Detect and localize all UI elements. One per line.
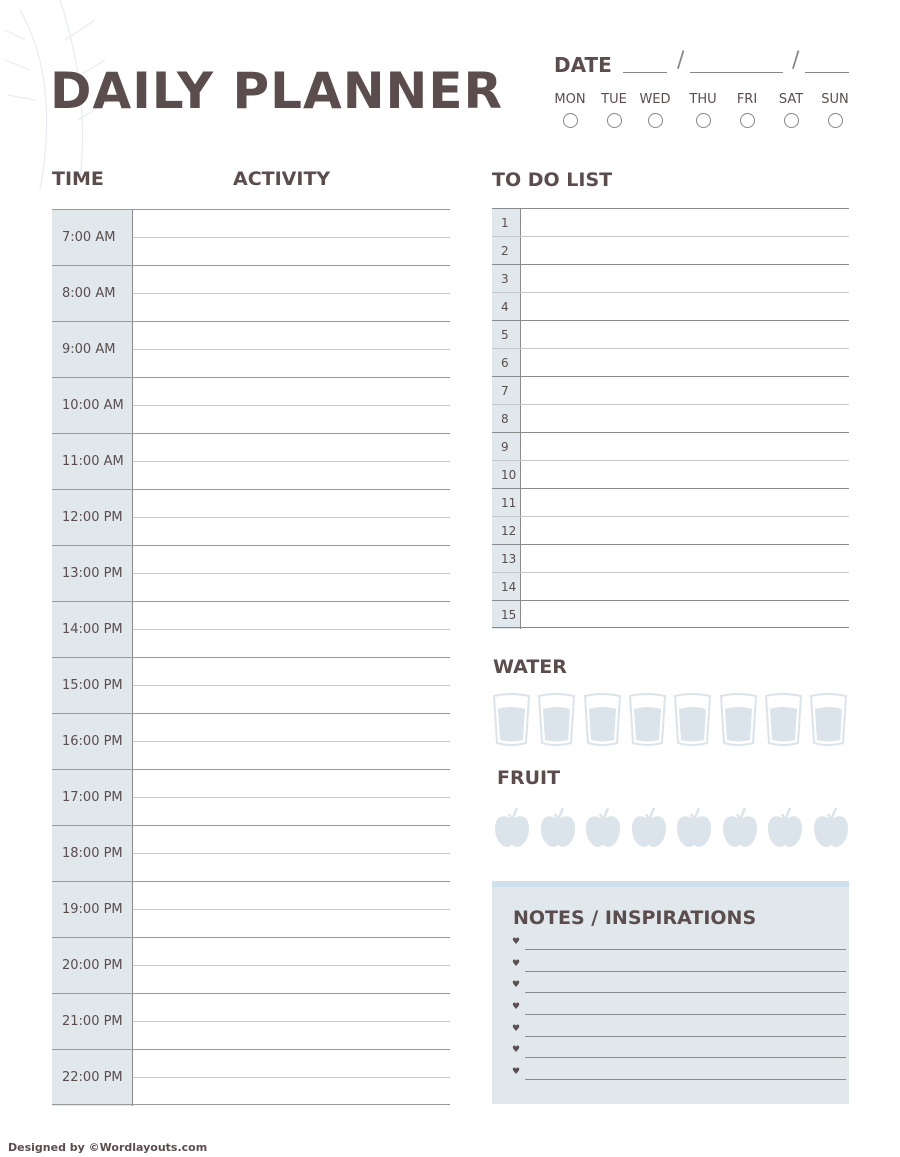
todo-item[interactable] xyxy=(492,320,849,348)
weekday-label: THU xyxy=(689,92,717,107)
apple-icon[interactable] xyxy=(676,800,712,852)
schedule-row[interactable] xyxy=(52,601,450,657)
weekday-label: WED xyxy=(639,92,671,107)
notes-line[interactable] xyxy=(525,1014,846,1015)
todo-item[interactable] xyxy=(492,348,849,376)
todo-item[interactable] xyxy=(492,432,849,460)
glass-icon[interactable] xyxy=(809,692,848,751)
date-separator: / xyxy=(792,48,800,73)
water-header: WATER xyxy=(493,656,567,678)
schedule-half-line xyxy=(133,517,450,518)
todo-item[interactable] xyxy=(492,460,849,488)
todo-number: 12 xyxy=(492,517,521,545)
schedule-time: 14:00 PM xyxy=(52,602,133,658)
schedule-row[interactable] xyxy=(52,713,450,769)
schedule-time: 9:00 AM xyxy=(52,322,133,378)
schedule-half-line xyxy=(133,741,450,742)
glass-icon[interactable] xyxy=(719,692,758,751)
schedule-half-line xyxy=(133,853,450,854)
apple-icon[interactable] xyxy=(494,800,530,852)
todo-number: 7 xyxy=(492,377,521,405)
todo-number: 15 xyxy=(492,601,521,629)
todo-number: 14 xyxy=(492,573,521,601)
schedule-time: 17:00 PM xyxy=(52,770,133,826)
todo-item[interactable] xyxy=(492,236,849,264)
notes-header: NOTES / INSPIRATIONS xyxy=(513,907,757,929)
weekday-label: TUE xyxy=(601,92,627,107)
schedule-row[interactable] xyxy=(52,1049,450,1105)
todo-header: TO DO LIST xyxy=(492,169,613,191)
schedule-row[interactable] xyxy=(52,377,450,433)
apple-icon[interactable] xyxy=(540,800,576,852)
date-separator: / xyxy=(677,48,685,73)
weekday-checkbox-thu[interactable] xyxy=(696,113,711,128)
apple-icon[interactable] xyxy=(767,800,803,852)
schedule-row[interactable] xyxy=(52,825,450,881)
todo-item[interactable] xyxy=(492,404,849,432)
notes-line[interactable] xyxy=(525,1036,846,1037)
schedule-half-line xyxy=(133,797,450,798)
weekday-checkbox-sat[interactable] xyxy=(784,113,799,128)
weekday-label: FRI xyxy=(736,92,758,107)
schedule-row[interactable] xyxy=(52,433,450,489)
glass-icon[interactable] xyxy=(628,692,667,751)
heart-icon: ♥ xyxy=(512,1002,521,1012)
notes-line[interactable] xyxy=(525,971,846,972)
todo-bottom-border xyxy=(492,627,849,628)
schedule-time: 15:00 PM xyxy=(52,658,133,714)
todo-item[interactable] xyxy=(492,544,849,572)
weekday-checkbox-sun[interactable] xyxy=(828,113,843,128)
glass-icon[interactable] xyxy=(537,692,576,751)
heart-icon: ♥ xyxy=(512,1067,521,1077)
todo-item[interactable] xyxy=(492,488,849,516)
schedule-row[interactable] xyxy=(52,657,450,713)
schedule-half-line xyxy=(133,965,450,966)
heart-icon: ♥ xyxy=(512,1045,521,1055)
date-label: DATE xyxy=(554,53,612,77)
apple-icon[interactable] xyxy=(631,800,667,852)
heart-icon: ♥ xyxy=(512,1024,521,1034)
schedule-row[interactable] xyxy=(52,937,450,993)
glass-icon[interactable] xyxy=(583,692,622,751)
schedule-time: 16:00 PM xyxy=(52,714,133,770)
date-day-field[interactable] xyxy=(623,72,667,73)
weekday-label: SUN xyxy=(821,92,849,107)
glass-icon[interactable] xyxy=(764,692,803,751)
page-title: DAILY PLANNER xyxy=(50,62,504,120)
todo-item[interactable] xyxy=(492,376,849,404)
schedule-half-line xyxy=(133,573,450,574)
footer-credit: Designed by ©Wordlayouts.com xyxy=(8,1141,208,1154)
schedule-half-line xyxy=(133,909,450,910)
todo-item[interactable] xyxy=(492,264,849,292)
schedule-row[interactable] xyxy=(52,881,450,937)
todo-item[interactable] xyxy=(492,208,849,236)
schedule-time: 8:00 AM xyxy=(52,266,133,322)
todo-item[interactable] xyxy=(492,292,849,320)
schedule-time: 7:00 AM xyxy=(52,210,133,266)
schedule-half-line xyxy=(133,293,450,294)
todo-number: 6 xyxy=(492,349,521,377)
schedule-bottom-border xyxy=(52,1104,450,1105)
apple-icon[interactable] xyxy=(722,800,758,852)
activity-header: ACTIVITY xyxy=(233,168,331,190)
todo-item[interactable] xyxy=(492,516,849,544)
apple-icon[interactable] xyxy=(585,800,621,852)
schedule-row[interactable] xyxy=(52,489,450,545)
schedule-row[interactable] xyxy=(52,265,450,321)
todo-number: 8 xyxy=(492,405,521,433)
schedule-time: 18:00 PM xyxy=(52,826,133,882)
weekday-checkbox-fri[interactable] xyxy=(740,113,755,128)
schedule-half-line xyxy=(133,1021,450,1022)
todo-number: 13 xyxy=(492,545,521,573)
schedule-time: 20:00 PM xyxy=(52,938,133,994)
date-year-field[interactable] xyxy=(805,72,849,73)
schedule-half-line xyxy=(133,685,450,686)
glass-icon[interactable] xyxy=(492,692,531,751)
heart-icon: ♥ xyxy=(512,980,521,990)
weekday-checkbox-mon[interactable] xyxy=(563,113,578,128)
notes-line[interactable] xyxy=(525,1057,846,1058)
schedule-time: 11:00 AM xyxy=(52,434,133,490)
schedule-time: 13:00 PM xyxy=(52,546,133,602)
date-month-field[interactable] xyxy=(690,72,783,73)
todo-number: 10 xyxy=(492,461,521,489)
schedule-half-line xyxy=(133,405,450,406)
schedule-time: 22:00 PM xyxy=(52,1050,133,1106)
fruit-header: FRUIT xyxy=(497,767,561,789)
weekday-label: SAT xyxy=(778,92,804,107)
schedule-row[interactable] xyxy=(52,321,450,377)
notes-panel xyxy=(492,881,849,1104)
schedule-half-line xyxy=(133,461,450,462)
notes-line[interactable] xyxy=(525,1079,846,1080)
todo-number: 5 xyxy=(492,321,521,349)
glass-icon[interactable] xyxy=(673,692,712,751)
heart-icon: ♥ xyxy=(512,937,521,947)
todo-item[interactable] xyxy=(492,600,849,628)
todo-item[interactable] xyxy=(492,572,849,600)
schedule-time: 19:00 PM xyxy=(52,882,133,938)
schedule-half-line xyxy=(133,629,450,630)
weekday-checkbox-tue[interactable] xyxy=(607,113,622,128)
schedule-half-line xyxy=(133,349,450,350)
schedule-row[interactable] xyxy=(52,209,450,265)
weekday-checkbox-wed[interactable] xyxy=(648,113,663,128)
schedule-row[interactable] xyxy=(52,545,450,601)
heart-icon: ♥ xyxy=(512,959,521,969)
schedule-half-line xyxy=(133,237,450,238)
time-header: TIME xyxy=(52,168,104,190)
schedule-time: 12:00 PM xyxy=(52,490,133,546)
schedule-time: 10:00 AM xyxy=(52,378,133,434)
todo-number: 2 xyxy=(492,237,521,265)
todo-number: 4 xyxy=(492,293,521,321)
apple-icon[interactable] xyxy=(813,800,849,852)
schedule-half-line xyxy=(133,1077,450,1078)
notes-line[interactable] xyxy=(525,992,846,993)
weekday-label: MON xyxy=(554,92,586,107)
schedule-row[interactable] xyxy=(52,769,450,825)
schedule-row[interactable] xyxy=(52,993,450,1049)
notes-line[interactable] xyxy=(525,949,846,950)
schedule-time: 21:00 PM xyxy=(52,994,133,1050)
todo-number: 9 xyxy=(492,433,521,461)
todo-number: 11 xyxy=(492,489,521,517)
todo-number: 3 xyxy=(492,265,521,293)
todo-number: 1 xyxy=(492,209,521,237)
